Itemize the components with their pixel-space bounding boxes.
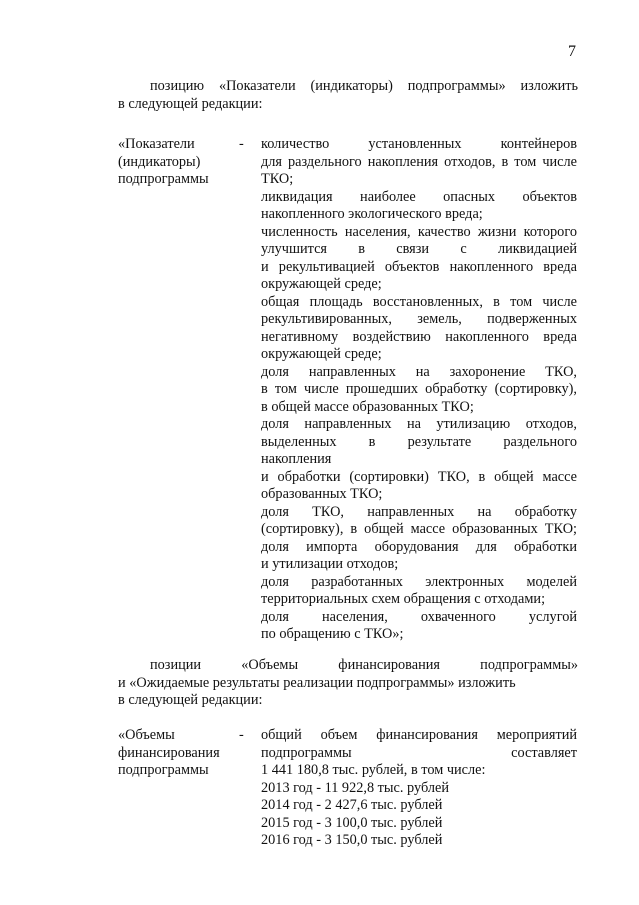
- section1-dash: -: [239, 136, 244, 152]
- text-line: общая площадь восстановленных, в том числе: [261, 293, 577, 310]
- text-line: 2014 год - 2 427,6 тыс. рублей: [261, 797, 443, 813]
- section2-intro-line3: в следующей редакции:: [118, 692, 263, 708]
- text-line: 2015 год - 3 100,0 тыс. рублей: [261, 814, 443, 831]
- text-line: 1 441 180,8 тыс. рублей, в том числе:: [261, 762, 486, 778]
- text-line: для раздельного накопления отходов, в том числе: [261, 153, 577, 170]
- section2-financing-list: [261, 727, 577, 850]
- section2-label: [118, 727, 238, 780]
- text-line: в общей массе образованных ТКО;: [261, 398, 474, 415]
- text-line: доля направленных на утилизацию отходов,: [261, 416, 577, 432]
- text-line: накопления: [261, 451, 332, 467]
- section2-dash: -: [239, 727, 244, 743]
- section2-intro: [118, 657, 578, 710]
- page-number: 7: [568, 43, 576, 60]
- section2-label-line: финансирования: [118, 744, 220, 761]
- text-line: накопленного экологического вреда;: [261, 206, 483, 222]
- text-line: и рекультивацией объектов накопленного вреда: [261, 258, 577, 275]
- text-line: улучшится в связи с ликвидацией: [261, 241, 577, 257]
- text-line: и утилизации отходов;: [261, 556, 399, 572]
- section2-intro-line1: позиции «Объемы финансирования подпрограммы»: [150, 657, 578, 673]
- text-line: и обработки (сортировки) ТКО, в общей массе: [261, 468, 577, 485]
- text-line: (сортировку), в общей массе образованных ТКО;: [261, 521, 577, 537]
- section1-indicators-list: [261, 136, 577, 644]
- text-line: численность населения, качество жизни которого: [261, 223, 577, 240]
- text-line: доля импорта оборудования для обработки: [261, 538, 577, 555]
- text-line: общий объем финансирования мероприятий: [261, 727, 577, 743]
- text-line: ликвидация наиболее опасных объектов: [261, 188, 577, 205]
- section1-label-line: подпрограммы: [118, 171, 209, 187]
- section1-label-line: (индикаторы): [118, 153, 201, 170]
- text-line: по обращению с ТКО»;: [261, 626, 404, 642]
- section2-label-line: «Объемы: [118, 727, 175, 743]
- text-line: образованных ТКО;: [261, 486, 383, 502]
- text-line: подпрограммы составляет: [261, 744, 577, 761]
- text-line: доля населения, охваченного услугой: [261, 608, 577, 625]
- text-line: территориальных схем обращения с отходами;: [261, 591, 546, 607]
- section1-intro-line2: в следующей редакции:: [118, 95, 263, 112]
- text-line: в том числе прошедших обработку (сортировку),: [261, 381, 577, 397]
- section1-intro: [118, 78, 578, 113]
- section1-intro-line1: позицию «Показатели (индикаторы) подпрограммы» изложить: [150, 78, 578, 94]
- text-line: количество установленных контейнеров: [261, 136, 577, 152]
- text-line: окружающей среде;: [261, 276, 382, 292]
- text-line: доля направленных на захоронение ТКО,: [261, 363, 577, 380]
- text-line: доля разработанных электронных моделей: [261, 573, 577, 590]
- section1-label: [118, 136, 238, 189]
- text-line: 2013 год - 11 922,8 тыс. рублей: [261, 779, 449, 796]
- text-line: 2016 год - 3 150,0 тыс. рублей: [261, 832, 443, 848]
- text-line: окружающей среде;: [261, 346, 382, 362]
- section2-label-line: подпрограммы: [118, 762, 209, 778]
- section1-label-line: «Показатели: [118, 136, 195, 152]
- text-line: ТКО;: [261, 171, 294, 187]
- text-line: рекультивированных, земель, подверженных: [261, 311, 577, 327]
- text-line: выделенных в результате раздельного: [261, 433, 577, 450]
- text-line: доля ТКО, направленных на обработку: [261, 503, 577, 520]
- text-line: негативному воздействию накопленного вреда: [261, 328, 577, 345]
- section2-intro-line2: и «Ожидаемые результаты реализации подпрограммы» изложить: [118, 674, 516, 691]
